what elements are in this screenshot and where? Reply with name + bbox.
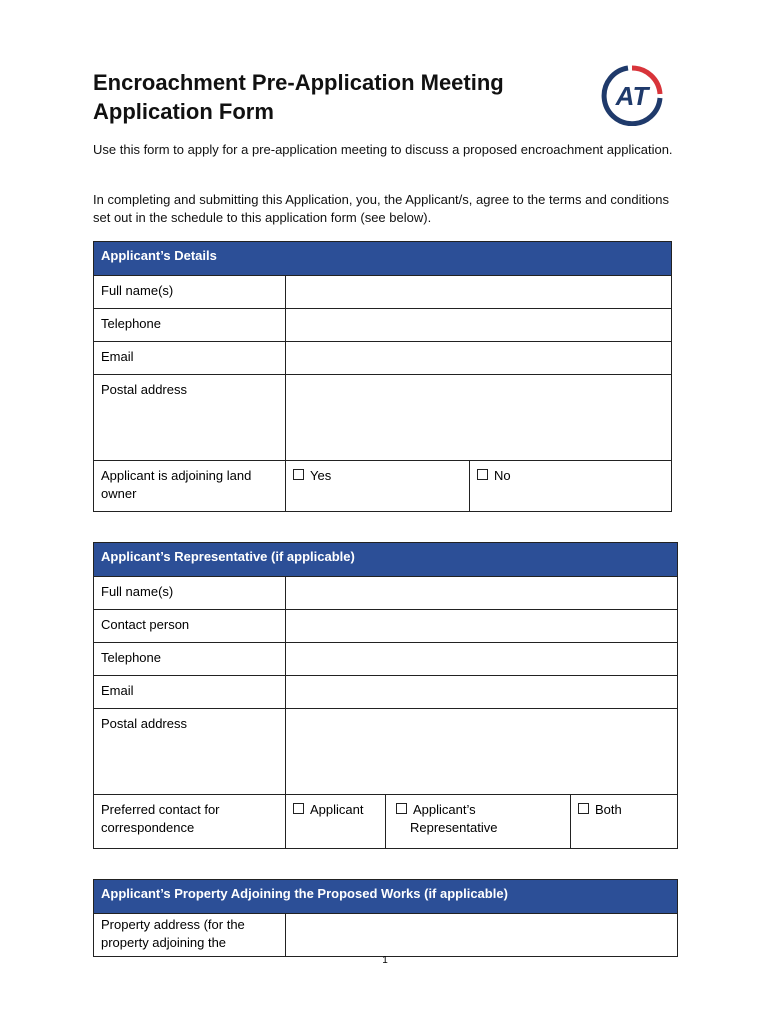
rep-contact-person-label: Contact person — [94, 610, 286, 643]
rep-email-field[interactable] — [286, 676, 678, 709]
applicant-telephone-field[interactable] — [286, 309, 672, 342]
intro-paragraph-1: Use this form to apply for a pre-application meeting to discuss a proposed encroachment application. — [93, 142, 673, 157]
representative-table — [93, 542, 678, 849]
applicant-option-label: Applicant — [310, 802, 364, 817]
title-line-2: Application Form — [93, 99, 274, 124]
adjoining-owner-label: Applicant is adjoining land owner — [94, 461, 286, 512]
rep-postal-address-label: Postal address — [94, 709, 286, 795]
both-option-label: Both — [595, 802, 622, 817]
rep-contact-person-field[interactable] — [286, 610, 678, 643]
representative-heading: Applicant’s Representative (if applicable) — [94, 543, 678, 577]
adjoining-no-option[interactable] — [470, 461, 672, 512]
preferred-applicant-option[interactable] — [286, 795, 386, 849]
adjoining-yes-option[interactable] — [286, 461, 470, 512]
applicant-checkbox[interactable] — [293, 803, 304, 814]
applicant-details-heading: Applicant’s Details — [94, 242, 672, 276]
intro-paragraph-2: In completing and submitting this Application, you, the Applicant/s, agree to the terms and conditions set out in the schedule to this application form (see below). — [93, 192, 669, 225]
preferred-contact-label: Preferred contact for correspondence — [94, 795, 286, 849]
rep-full-name-field[interactable] — [286, 577, 678, 610]
logo-text: AT — [615, 81, 649, 111]
applicant-email-field[interactable] — [286, 342, 672, 375]
property-heading: Applicant’s Property Adjoining the Proposed Works (if applicable) — [94, 880, 678, 914]
applicant-full-name-label: Full name(s) — [94, 276, 286, 309]
both-checkbox[interactable] — [578, 803, 589, 814]
rep-telephone-label: Telephone — [94, 643, 286, 676]
applicant-postal-address-field[interactable] — [286, 375, 672, 461]
yes-checkbox[interactable] — [293, 469, 304, 480]
applicant-email-label: Email — [94, 342, 286, 375]
title-line-1: Encroachment Pre-Application Meeting — [93, 70, 504, 95]
property-table — [93, 879, 678, 957]
applicant-postal-address-label: Postal address — [94, 375, 286, 461]
rep-email-label: Email — [94, 676, 286, 709]
no-label: No — [494, 468, 511, 483]
applicant-full-name-field[interactable] — [286, 276, 672, 309]
representative-option-label-2: Representative — [410, 820, 498, 835]
property-address-label: Property address (for the property adjoining the — [94, 914, 286, 957]
no-checkbox[interactable] — [477, 469, 488, 480]
representative-option-label-1: Applicant’s — [413, 802, 476, 817]
rep-telephone-field[interactable] — [286, 643, 678, 676]
preferred-both-option[interactable] — [571, 795, 678, 849]
at-logo — [598, 64, 666, 126]
applicant-telephone-label: Telephone — [94, 309, 286, 342]
rep-full-name-label: Full name(s) — [94, 577, 286, 610]
representative-checkbox[interactable] — [396, 803, 407, 814]
preferred-representative-option[interactable] — [386, 795, 571, 849]
page-title — [93, 68, 573, 126]
page-number: 1 — [382, 955, 388, 966]
property-address-field[interactable] — [286, 914, 678, 957]
applicant-details-table — [93, 241, 672, 512]
yes-label: Yes — [310, 468, 332, 483]
rep-postal-address-field[interactable] — [286, 709, 678, 795]
